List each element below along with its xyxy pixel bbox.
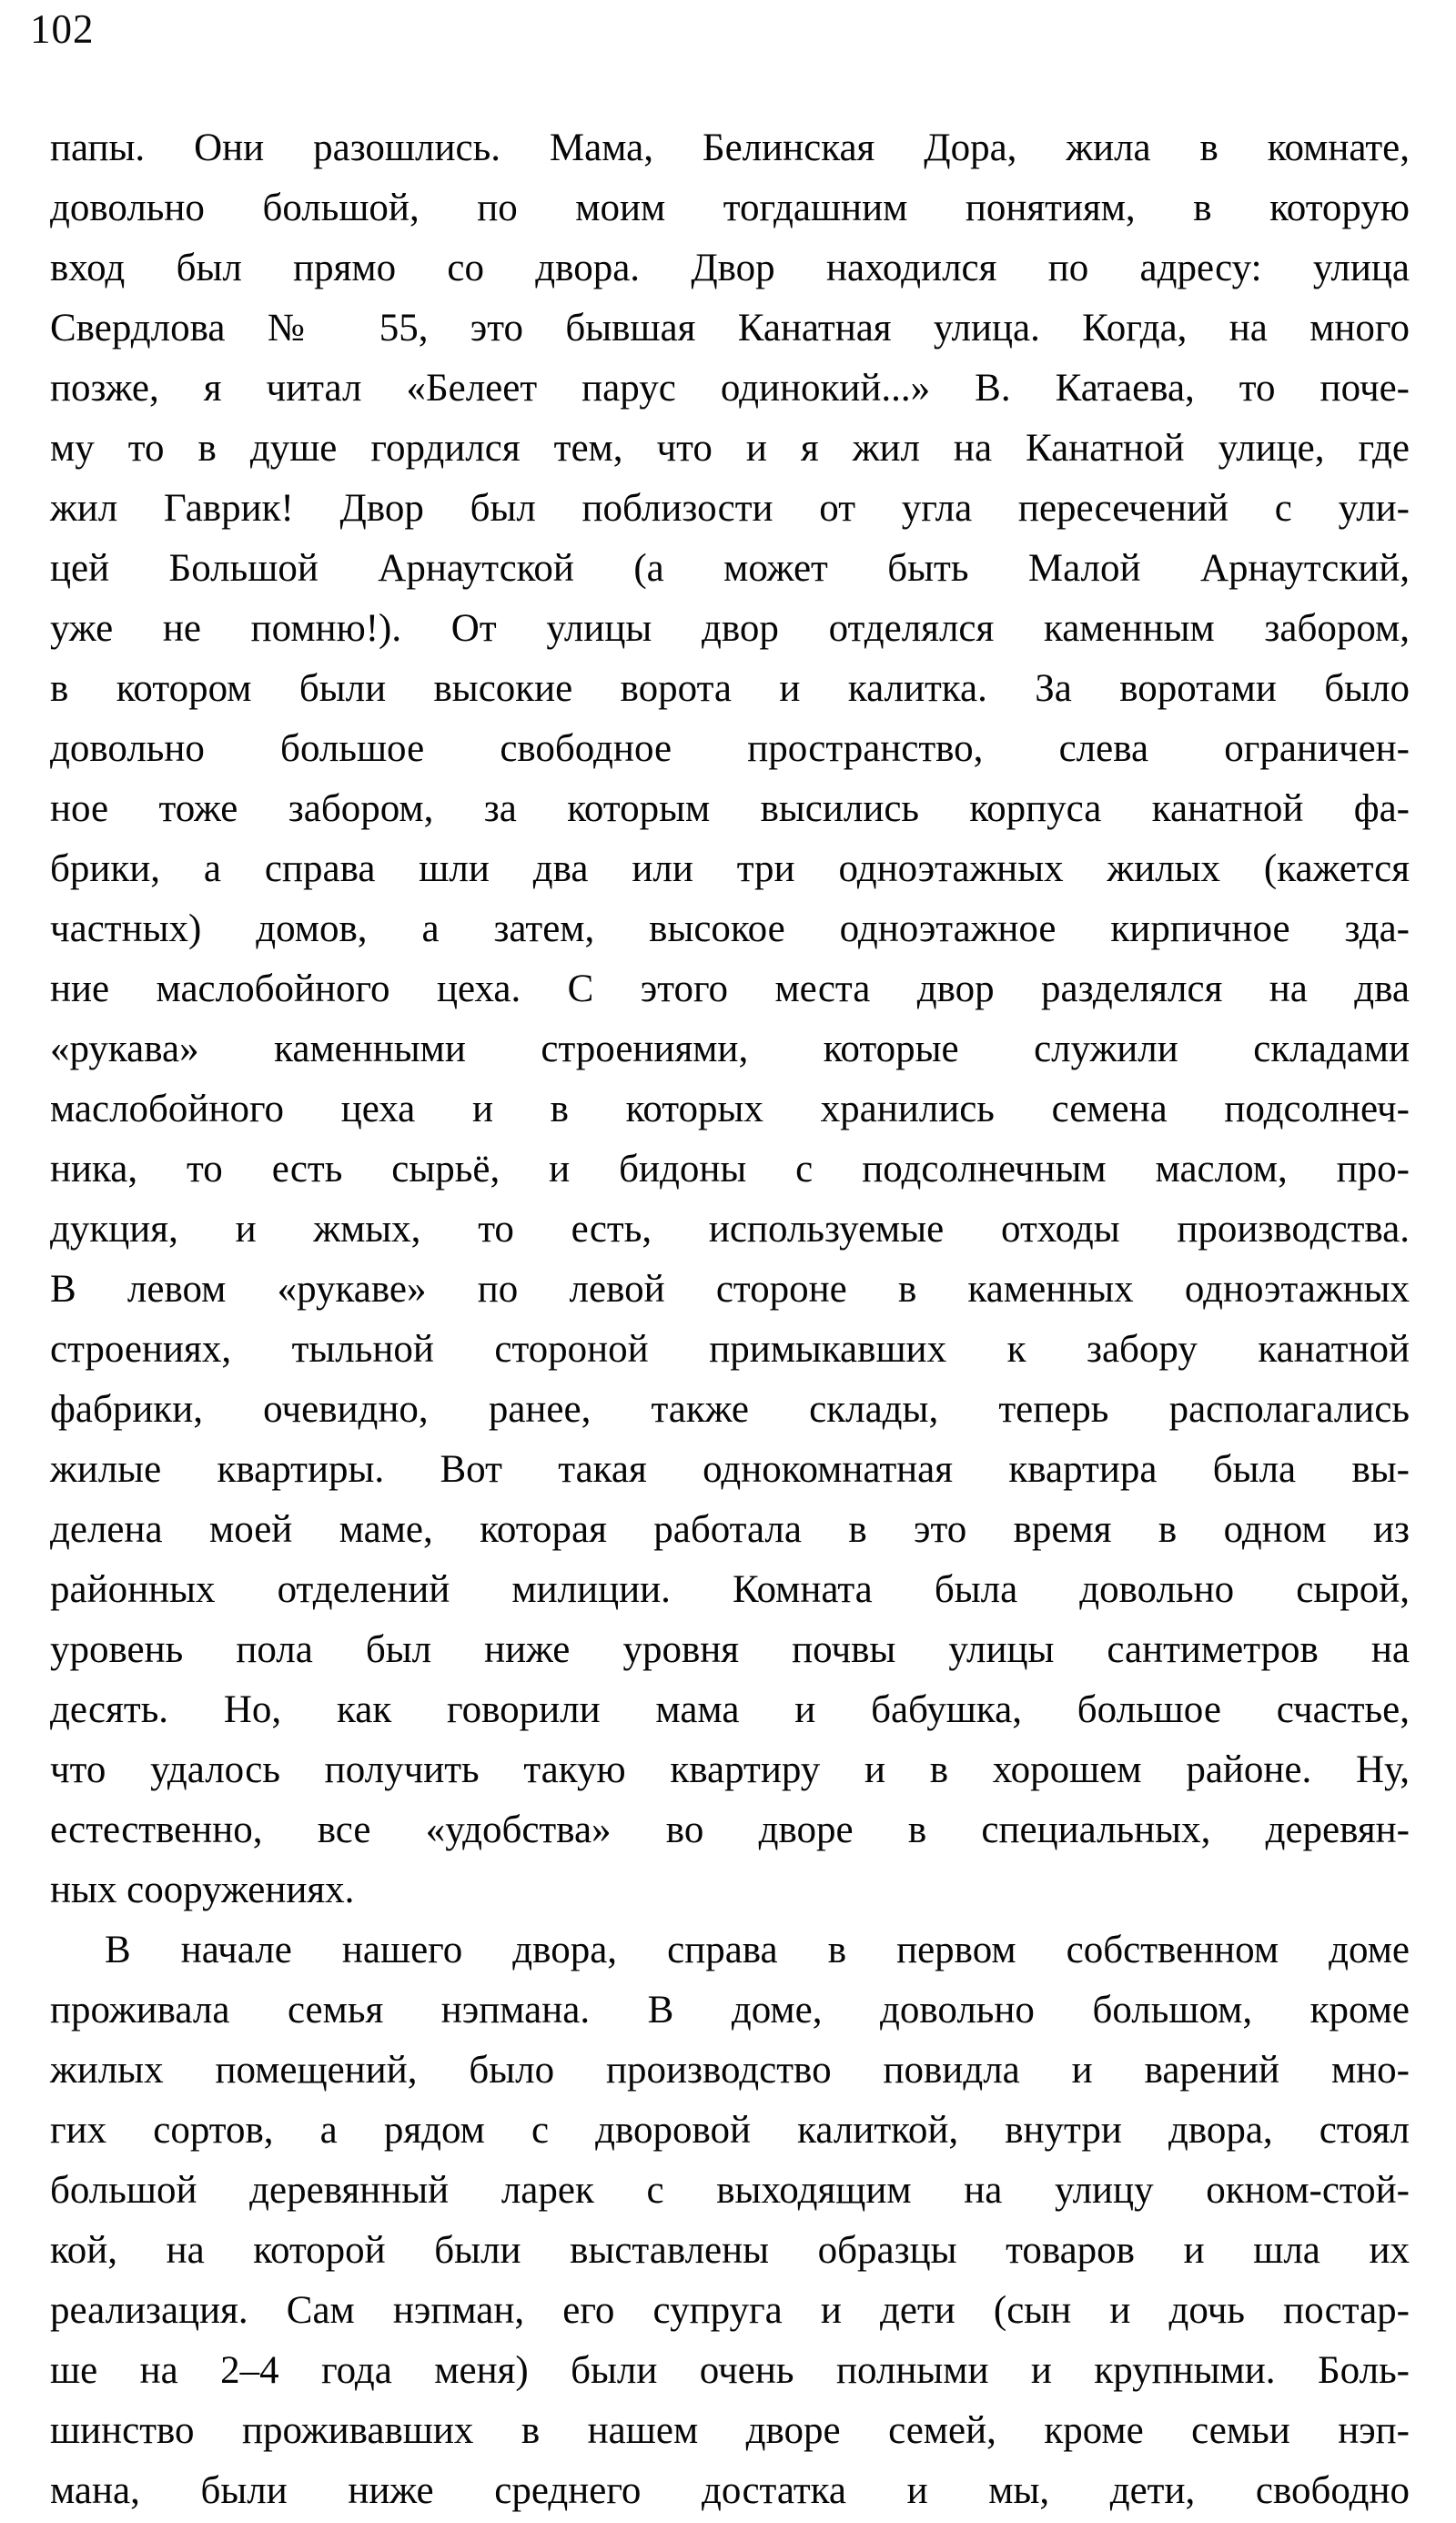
text-line: естественно, все «удобства» во дворе в специальных, деревян-	[50, 1809, 1410, 1851]
text-line: десять. Но, как говорили мама и бабушка, большое счастье,	[50, 1688, 1410, 1731]
text-line: проживала семья нэпмана. В доме, довольно большом, кроме	[50, 1989, 1410, 2032]
text-line: ше на 2–4 года меня) были очень полными и крупными. Боль-	[50, 2349, 1410, 2392]
text-line: Свердлова № 55, это бывшая Канатная улица. Когда, на много	[50, 307, 1410, 350]
text-line: довольно большое свободное пространство, слева ограничен-	[50, 727, 1410, 770]
text-line: жилых помещений, было производство повидла и варений мно-	[50, 2049, 1410, 2092]
text-line: реализация. Сам нэпман, его супруга и дети (сын и дочь постар-	[50, 2289, 1410, 2332]
text-line: вход был прямо со двора. Двор находился по адресу: улица	[50, 247, 1410, 289]
text-line: мана, были ниже среднего достатка и мы, дети, свободно	[50, 2469, 1410, 2512]
text-line: папы. Они разошлись. Мама, Белинская Дора, жила в комнате,	[50, 127, 1410, 169]
text-line: частных) домов, а затем, высокое одноэтажное кирпичное зда-	[50, 907, 1410, 950]
text-line: брики, а справа шли два или три одноэтажных жилых (кажется	[50, 847, 1410, 890]
text-line: строениях, тыльной стороной примыкавших к забору канатной	[50, 1328, 1410, 1371]
text-line: гих сортов, а рядом с дворовой калиткой, внутри двора, стоял	[50, 2109, 1410, 2152]
text-line: ника, то есть сырьё, и бидоны с подсолнечным маслом, про-	[50, 1148, 1410, 1191]
text-line: районных отделений милиции. Комната была довольно сырой,	[50, 1568, 1410, 1611]
text-line: ное тоже забором, за которым высились корпуса канатной фа-	[50, 787, 1410, 830]
text-block	[50, 118, 1410, 2521]
text-line: позже, я читал «Белеет парус одинокий...» В. Катаева, то поче-	[50, 367, 1410, 410]
text-line: жил Гаврик! Двор был поблизости от угла пересечений с ули-	[50, 487, 1410, 530]
text-line: ных сооружениях.	[50, 1869, 355, 1911]
text-line: дукция, и жмых, то есть, используемые отходы производства.	[50, 1208, 1410, 1251]
text-line: большой деревянный ларек с выходящим на улицу окном-стой-	[50, 2169, 1410, 2212]
text-line: В начале нашего двора, справа в первом собственном доме	[105, 1929, 1410, 1971]
text-line: В левом «рукаве» по левой стороне в каменных одноэтажных	[50, 1268, 1410, 1311]
text-line: кой, на которой были выставлены образцы товаров и шла их	[50, 2229, 1410, 2272]
text-line: «рукава» каменными строениями, которые служили складами	[50, 1028, 1410, 1070]
text-line: в котором были высокие ворота и калитка. За воротами было	[50, 667, 1410, 710]
text-line: уже не помню!). От улицы двор отделялся каменным забором,	[50, 607, 1410, 650]
text-line: делена моей маме, которая работала в это время в одном из	[50, 1508, 1410, 1551]
paragraph-1	[50, 118, 1410, 1920]
text-line: цей Большой Арнаутской (а может быть Малой Арнаутский,	[50, 547, 1410, 590]
text-line: что удалось получить такую квартиру и в хорошем районе. Ну,	[50, 1748, 1410, 1791]
text-line: му то в душе гордился тем, что и я жил на Канатной улице, где	[50, 427, 1410, 470]
paragraph-2	[50, 1920, 1410, 2521]
text-line: фабрики, очевидно, ранее, также склады, теперь располагались	[50, 1388, 1410, 1431]
text-line: довольно большой, по моим тогдашним понятиям, в которую	[50, 187, 1410, 229]
text-line: жилые квартиры. Вот такая однокомнатная квартира была вы-	[50, 1448, 1410, 1491]
text-line: ние маслобойного цеха. С этого места двор разделялся на два	[50, 968, 1410, 1010]
text-line: шинство проживавших в нашем дворе семей, кроме семьи нэп-	[50, 2409, 1410, 2452]
text-line: уровень пола был ниже уровня почвы улицы сантиметров на	[50, 1628, 1410, 1671]
page-number: 102	[30, 6, 95, 52]
text-line: маслобойного цеха и в которых хранились семена подсолнеч-	[50, 1088, 1410, 1130]
